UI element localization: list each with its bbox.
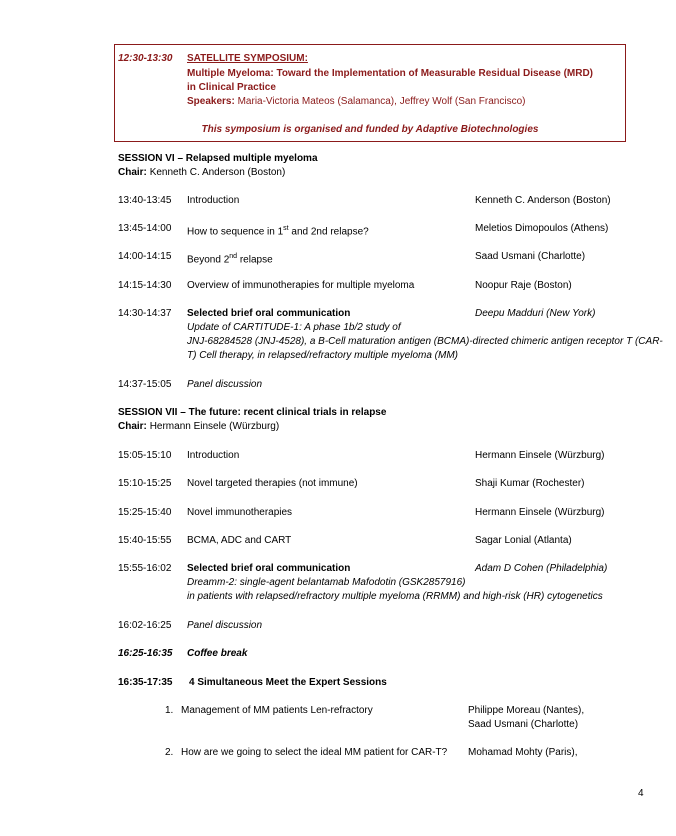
title-part: relapse [237, 254, 273, 266]
symposium-speakers-label: Speakers: [187, 96, 235, 107]
session6-row-title [187, 250, 273, 267]
symposium-label: SATELLITE SYMPOSIUM: [187, 53, 308, 64]
symposium-time: 12:30-13:30 [118, 53, 173, 64]
session6-chair-name: Kenneth C. Anderson (Boston) [149, 167, 286, 178]
meet-item-speaker: Mohamad Mohty (Paris), [468, 747, 578, 758]
meet-time: 16:35-17:35 [118, 677, 173, 688]
session7-row-speaker: Adam D Cohen (Philadelphia) [475, 563, 608, 574]
session6-row-title: Overview of immunotherapies for multiple myeloma [187, 280, 415, 291]
session6-chair [118, 166, 285, 180]
page-number: 4 [638, 788, 644, 799]
meet-item-title: Management of MM patients Len-refractory [181, 705, 373, 716]
session7-row-title: Introduction [187, 450, 240, 461]
meet-item-title: How are we going to select the ideal MM patient for CAR-T? [181, 747, 448, 758]
session7-row-title: Selected brief oral communication [187, 563, 351, 574]
session7-chair-name: Hermann Einsele (Würzburg) [149, 421, 280, 432]
session6-row-time: 14:30-14:37 [118, 308, 172, 319]
symposium-title-line1: Multiple Myeloma: Toward the Implementation of Measurable Residual Disease (MRD) [187, 68, 593, 79]
abstract-line: T) Cell therapy, in relapsed/refractory multiple myeloma (MM) [187, 350, 459, 361]
title-part: Beyond 2 [187, 254, 230, 266]
session6-row-speaker: Kenneth C. Anderson (Boston) [475, 195, 611, 206]
coffee-title: Coffee break [187, 648, 248, 659]
title-part: and 2nd relapse? [288, 226, 369, 238]
meet-item-speaker: Philippe Moreau (Nantes), [468, 705, 585, 716]
session7-row-title: Panel discussion [187, 620, 263, 631]
session7-row-time: 15:55-16:02 [118, 563, 172, 574]
session7-row-title: Novel immunotherapies [187, 507, 293, 518]
abstract-line: JNJ-68284528 (JNJ-4528), a B-Cell maturation antigen (BCMA)-directed chimeric antigen receptor T (CAR- [187, 336, 663, 347]
session7-heading: SESSION VII – The future: recent clinical trials in relapse [118, 407, 387, 418]
session6-row-time: 13:40-13:45 [118, 195, 172, 206]
meet-title: 4 Simultaneous Meet the Expert Sessions [189, 677, 387, 688]
session6-row-time: 14:00-14:15 [118, 251, 172, 262]
session6-row-speaker: Meletios Dimopoulos (Athens) [475, 223, 609, 234]
session7-row-title: Novel targeted therapies (not immune) [187, 478, 358, 489]
session7-row-time: 15:10-15:25 [118, 478, 172, 489]
session6-chair-label: Chair: [118, 167, 147, 178]
title-part: How to sequence in 1 [187, 226, 284, 238]
symposium-sponsor-note: This symposium is organised and funded by Adaptive Biotechnologies [201, 124, 539, 135]
symposium-speakers-names: Maria-Victoria Mateos (Salamanca), Jeffrey Wolf (San Francisco) [237, 96, 526, 107]
session6-row-title: Introduction [187, 195, 240, 206]
session7-row-time: 15:05-15:10 [118, 450, 172, 461]
abstract-line: in patients with relapsed/refractory multiple myeloma (RRMM) and high-risk (HR) cytogenetics [187, 591, 603, 602]
symposium-title-line2: in Clinical Practice [187, 82, 276, 93]
abstract-line: Dreamm-2: single-agent belantamab Mafodotin (GSK2857916) [187, 577, 466, 588]
session6-row-speaker: Deepu Madduri (New York) [475, 308, 596, 319]
meet-item-number: 2. [165, 747, 174, 758]
superscript: nd [229, 253, 238, 260]
session7-row-time: 15:25-15:40 [118, 507, 172, 518]
session6-row-speaker: Saad Usmani (Charlotte) [475, 251, 586, 262]
session7-row-time: 16:02-16:25 [118, 620, 172, 631]
session7-chair [118, 420, 279, 434]
session6-row-speaker: Noopur Raje (Boston) [475, 280, 572, 291]
session7-chair-label: Chair: [118, 421, 147, 432]
abstract-line: Update of CARTITUDE-1: A phase 1b/2 study of [187, 322, 401, 333]
session7-row-speaker: Shaji Kumar (Rochester) [475, 478, 585, 489]
session6-heading: SESSION VI – Relapsed multiple myeloma [118, 153, 318, 164]
superscript: st [283, 225, 289, 232]
symposium-speakers [187, 95, 525, 109]
session6-row-time: 14:15-14:30 [118, 280, 172, 291]
coffee-time: 16:25-16:35 [118, 648, 173, 659]
meet-item-number: 1. [165, 705, 174, 716]
session6-row-title: Panel discussion [187, 379, 263, 390]
session6-row-time: 14:37-15:05 [118, 379, 172, 390]
session6-row-time: 13:45-14:00 [118, 223, 172, 234]
session7-row-speaker: Hermann Einsele (Würzburg) [475, 450, 605, 461]
session7-row-time: 15:40-15:55 [118, 535, 172, 546]
session7-row-speaker: Sagar Lonial (Atlanta) [475, 535, 572, 546]
session6-row-title: Selected brief oral communication [187, 308, 351, 319]
session6-row-title [187, 222, 369, 239]
session7-row-speaker: Hermann Einsele (Würzburg) [475, 507, 605, 518]
session7-row-title: BCMA, ADC and CART [187, 535, 292, 546]
meet-item-speaker: Saad Usmani (Charlotte) [468, 719, 579, 730]
